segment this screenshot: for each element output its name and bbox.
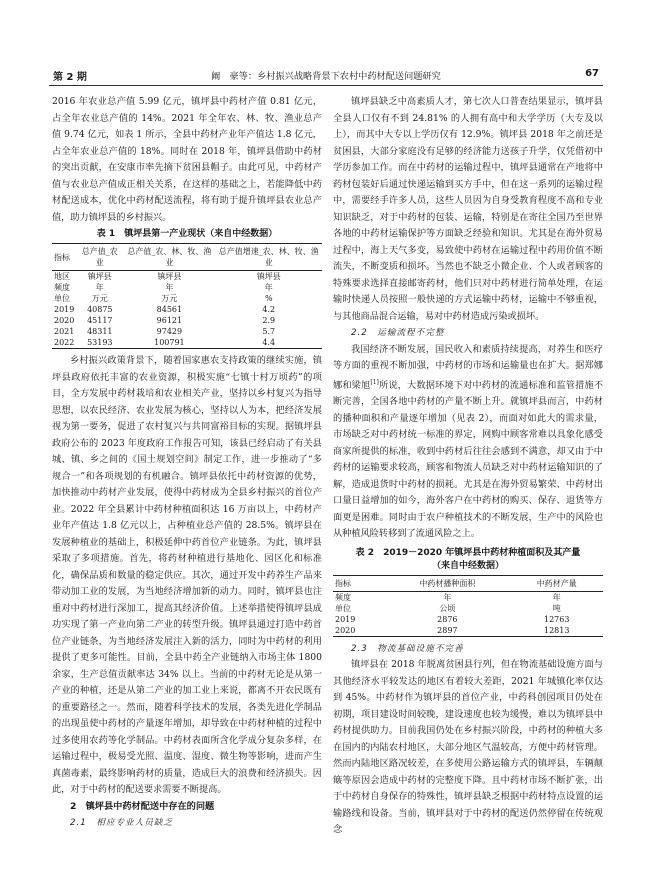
paragraph: 镇坪县缺乏中高素质人才，第七次人口普查结果显示，镇坪县全县人口仅有不到 24.81% 的人拥有高中和大学学历（大专及以上），而其中大专以上学历仅有 12.9%。镇坪县 2018 年之前还是贫困县，大部分家庭没有足够的经济能力送孩子升学，仅凭借初中学历参加工作。而在中药材的运输过程中，镇坪县通常在产地将中药材包装好后通过快递运输到买方手中，但在这一系列的运输过程中，需要经手许多人员，这些人员因为自身受教育程度不高和专业知识缺乏，对于中药材的包装、运输，特别是在寄往全国乃至世界各地的中药材运输保护等方面缺乏经验和知识。尤其是在海外贸易过程中，海上天气多变，易致使中药材在运输过程中药用价值不断流失，不断变质和损坏。当然也不缺乏小微企业、个人或者顾客的特殊要求选择直接邮寄药材，他们只对中药材进行简单处理，在运输时快递人员按照一般快递的方式运输中药材，运输中不够重视，与其他商品混合运输，易对中药材造成污染或损坏。 xyxy=(333,96,603,322)
table-cell: 5.7 xyxy=(262,327,276,336)
table-row xyxy=(52,326,322,337)
table-cell: 12813 xyxy=(510,625,603,637)
table-header-cell: 指标 xyxy=(333,575,384,591)
table-row xyxy=(52,271,322,283)
table-cell: 单位 xyxy=(335,603,351,613)
table-cell: 2.9 xyxy=(262,316,276,325)
table-cell: 2020 xyxy=(54,316,75,325)
citation[interactable]: [1] xyxy=(370,378,379,386)
table-cell: 年 xyxy=(552,592,561,602)
paragraph-text: 所说，大数据环境下对中药材的流通标准和监管措施不断完善，全国各地中药材的产量不断上升。就镇坪县而言，中药材的播种面积和产量逐年增加（见表 2），而面对如此大的需求量，市场缺乏对中药材统一标准的界定，网购中顾客常难以具象化感受商家所提供的标准，收到中药材后往往会感到不满意，却又由于中药材的运输要求较高，顾客和物流人员缺乏对中药材运输知识的了解，造成退货时中药材的损耗。尤其是在海外贸易繁荣、中药材出口量日益增加的如今，海外客户在中药材的购买、保存、退货等方面更是困难。同时由于农户种植技术的不断发展，生产中的风险也从种植风险转移到了流通风险之上。 xyxy=(333,379,604,540)
header-rule xyxy=(49,85,603,86)
table-cell: 频度 xyxy=(335,592,351,602)
table-cell: 4.2 xyxy=(262,305,276,314)
table-header-cell: 中药材播种面积 xyxy=(384,575,510,591)
table-row xyxy=(333,591,603,603)
paragraph-text: 我国经济不断发展，国民收入和素质持续提高，对养生和医疗等方面的重视不断加强，中药材的市场和运输量也在扩大。据郑娜娜和梁旭 xyxy=(333,343,603,391)
table-row xyxy=(333,625,603,637)
table-cell: 镇坪县 xyxy=(87,272,112,281)
table-cell: 吨 xyxy=(552,603,561,613)
table-1 xyxy=(52,243,322,349)
table-cell: 2019 xyxy=(335,614,356,624)
table-cell: 公顷 xyxy=(439,603,456,613)
paragraph xyxy=(333,342,603,543)
table-row xyxy=(52,315,322,326)
table-cell: 12763 xyxy=(543,614,570,624)
subsection-heading: 2.3 物流基础设施不完善 xyxy=(351,643,464,654)
table-cell: 2020 xyxy=(333,625,384,637)
table-cell: 100791 xyxy=(123,337,215,349)
table-cell: 45117 xyxy=(87,316,113,325)
table-header-cell: 中药材产量 xyxy=(510,575,603,591)
table-header-cell: 总产值_农、林、牧、渔业 xyxy=(123,244,215,271)
table-cell: % xyxy=(264,294,273,303)
table-cell: 40875 xyxy=(87,305,113,314)
table-row xyxy=(52,293,322,304)
issue-label: 第 2 期 xyxy=(53,72,87,83)
table-cell: 84561 xyxy=(156,305,183,314)
table-row xyxy=(333,614,603,625)
table-caption: 表 1 镇坪县第一产业现状（来自中经数据） xyxy=(96,229,278,239)
running-title: 阚 豪等：乡村振兴战略背景下农村中药材配送问题研究 xyxy=(211,71,441,82)
table-cell: 万元 xyxy=(161,294,178,303)
table-cell: 48311 xyxy=(87,327,113,336)
table-cell: 年 xyxy=(443,592,452,602)
table-cell: 地区 xyxy=(54,272,70,281)
table-cell: 2876 xyxy=(437,614,458,624)
table-row xyxy=(52,282,322,293)
paragraph: 镇坪县在 2018 年脱离贫困县行列，但在物流基础设施方面与其他经济水平较发达的地区有着较大差距，2021 年城镇化率仅达到 45%。中药材作为镇坪县的首位产业，中药科创园项目仍处在初期，项目建设时间较晚，建设速度也较为缓慢，难以为镇坪县中药材提供助力。目前我国仍处在乡村振兴阶段，中药材的种植大多在国内的内陆农村地区，大部分地区气温较高，方便中药材管理。然而内陆地区路况较差，在多使用公路运输方式的镇坪县，车辆颠簸等原因会造成中药材的完整度下降。且中药材市场不断扩张，出于中药材自身保存的特殊性，镇坪县缺乏根据中药材特点设置的运输路线和设备。当前，镇坪县对于中药材的配送仍然停留在传统观念 xyxy=(333,659,603,836)
table-cell: 频度 xyxy=(54,283,70,292)
table-cell: 97429 xyxy=(156,327,183,336)
table-cell: 4.4 xyxy=(216,337,322,349)
paragraph: 2016 年农业总产值 5.99 亿元，镇坪县中药材产值 0.81 亿元，占全年农业总产值的 14%。2021 年全年农、林、牧、渔业总产值 9.74 亿元，如表 1 所示，全县中药材产业年产值达 1.8 亿元，占全年农业总产值的 18%。同时在 2018 年，镇坪县借助中药材的突出贡献，在安康市率先摘下贫困县帽子。由此可见，中药材产值与农业总产值成正相关关系，在这样的基础之上，若能降低中药材配送成本，优化中药材配送流程，将有助于提升镇坪县农业总产值，助力镇坪县的乡村振兴。 xyxy=(52,96,322,223)
running-header xyxy=(49,66,603,84)
left-column xyxy=(52,94,322,832)
section-heading: 2 镇坪县中药材配送中存在的问题 xyxy=(70,800,215,812)
table-cell: 年 xyxy=(264,283,273,292)
table-cell: 2021 xyxy=(54,327,75,336)
table-cell: 2022 xyxy=(54,338,75,347)
table-cell: 镇坪县 xyxy=(256,272,281,281)
table-cell: 镇坪县 xyxy=(157,272,182,281)
table-caption-line: 表 2 2019－2020 年镇坪县中药材种植面积及其产量 xyxy=(355,547,581,558)
table-header-cell: 总产值_农业 xyxy=(76,244,123,271)
table-cell: 2897 xyxy=(384,625,510,637)
table-cell: 2019 xyxy=(54,305,75,314)
table-cell: 年 xyxy=(95,283,104,292)
table-cell: 年 xyxy=(165,283,174,292)
table-header-cell: 总产值增速_农、林、牧、渔业 xyxy=(216,244,322,271)
table-row xyxy=(52,337,322,349)
table-cell: 单位 xyxy=(54,294,70,303)
table-cell: 96121 xyxy=(156,316,183,325)
table-2 xyxy=(333,575,603,637)
subsection-heading: 2.1 相应专业人员缺乏 xyxy=(70,818,174,828)
table-caption-source: （来自中经数据） xyxy=(431,560,504,571)
table-cell: 万元 xyxy=(91,294,108,303)
paragraph: 乡村振兴政策背景下，随着国家惠农支持政策的继续实施，镇坪县政府依托丰富的农业资源，积极实施“七镇十村万顷药”的项目，全方发展中药材栽培和农业相关产业，坚持以乡村复兴为指导思想，以农民经济、农业发展为核心，坚持以人为本，把经济发展视为第一要务，促进了农村复兴与共同富裕目标的实现。据镇坪县政府公布的 2023 年度政府工作报告可知，该县已经启动了有关县城、镇、乡之间的《国土规划空间》制定工作，进一步推动了“多规合一”和各项规划的有机融合。镇坪县依托中药材资源的优势，加快推动中药材产业发展，使得中药材成为全县乡村振兴的首位产业。2022 年全县累计中药材种植面积达 16 万亩以上，中药材产业年产值达 1.8 亿元以上，占种植业总产值的 28.5%。镇坪县在发展种植业的基础上，积极延伸中药首位产业链条。为此，镇坪县采取了多项措施。首先，将药材种植进行基地化、园区化和标准化，确保品质和数量的稳定供应。其次，通过开发中药养生产品来带动加工业的发展，为当地经济增加新的动力。同时，镇坪县也注重对中药材进行深加工，提高其经济价值。上述举措使得镇坪县成功实现了第一产业向第二产业的转型升级。镇坪县通过打造中药首位产业链条，为当地经济发展注入新的活力，同时为中药材的利用提供了更多可能性。目前，全县中药全产业链纳入市场主体 1800 余家，生产总值贡献率达 34% 以上。当前的中药材无论是从第一产业的种植，还是从第二产业的加工业上来说，都离不开农民既有的重要路径之一。然而，随着科学技术的发展，各类先进化学制品的出现虽使中药材的产量逐年增加，却导致在中药材种植的过程中过多使用农药等化学制品。中药材表面所含化学成分复杂多样，在运输过程中，极易受光照、温度、湿度、微生物等影响，进而产生真菌毒素，最终影响药材的质量，造成巨大的浪费和经济损失。因此，对于中药材的配送要求需要不断提高。 xyxy=(52,355,322,795)
table-cell: 53193 xyxy=(76,337,123,349)
page-number: 67 xyxy=(585,68,599,79)
table-row xyxy=(52,304,322,315)
subsection-heading: 2.2 运输流程不完整 xyxy=(351,328,445,338)
table-row xyxy=(333,603,603,614)
right-column xyxy=(333,94,603,839)
table-caption xyxy=(333,547,603,573)
table-header-cell: 指标 xyxy=(52,244,76,271)
